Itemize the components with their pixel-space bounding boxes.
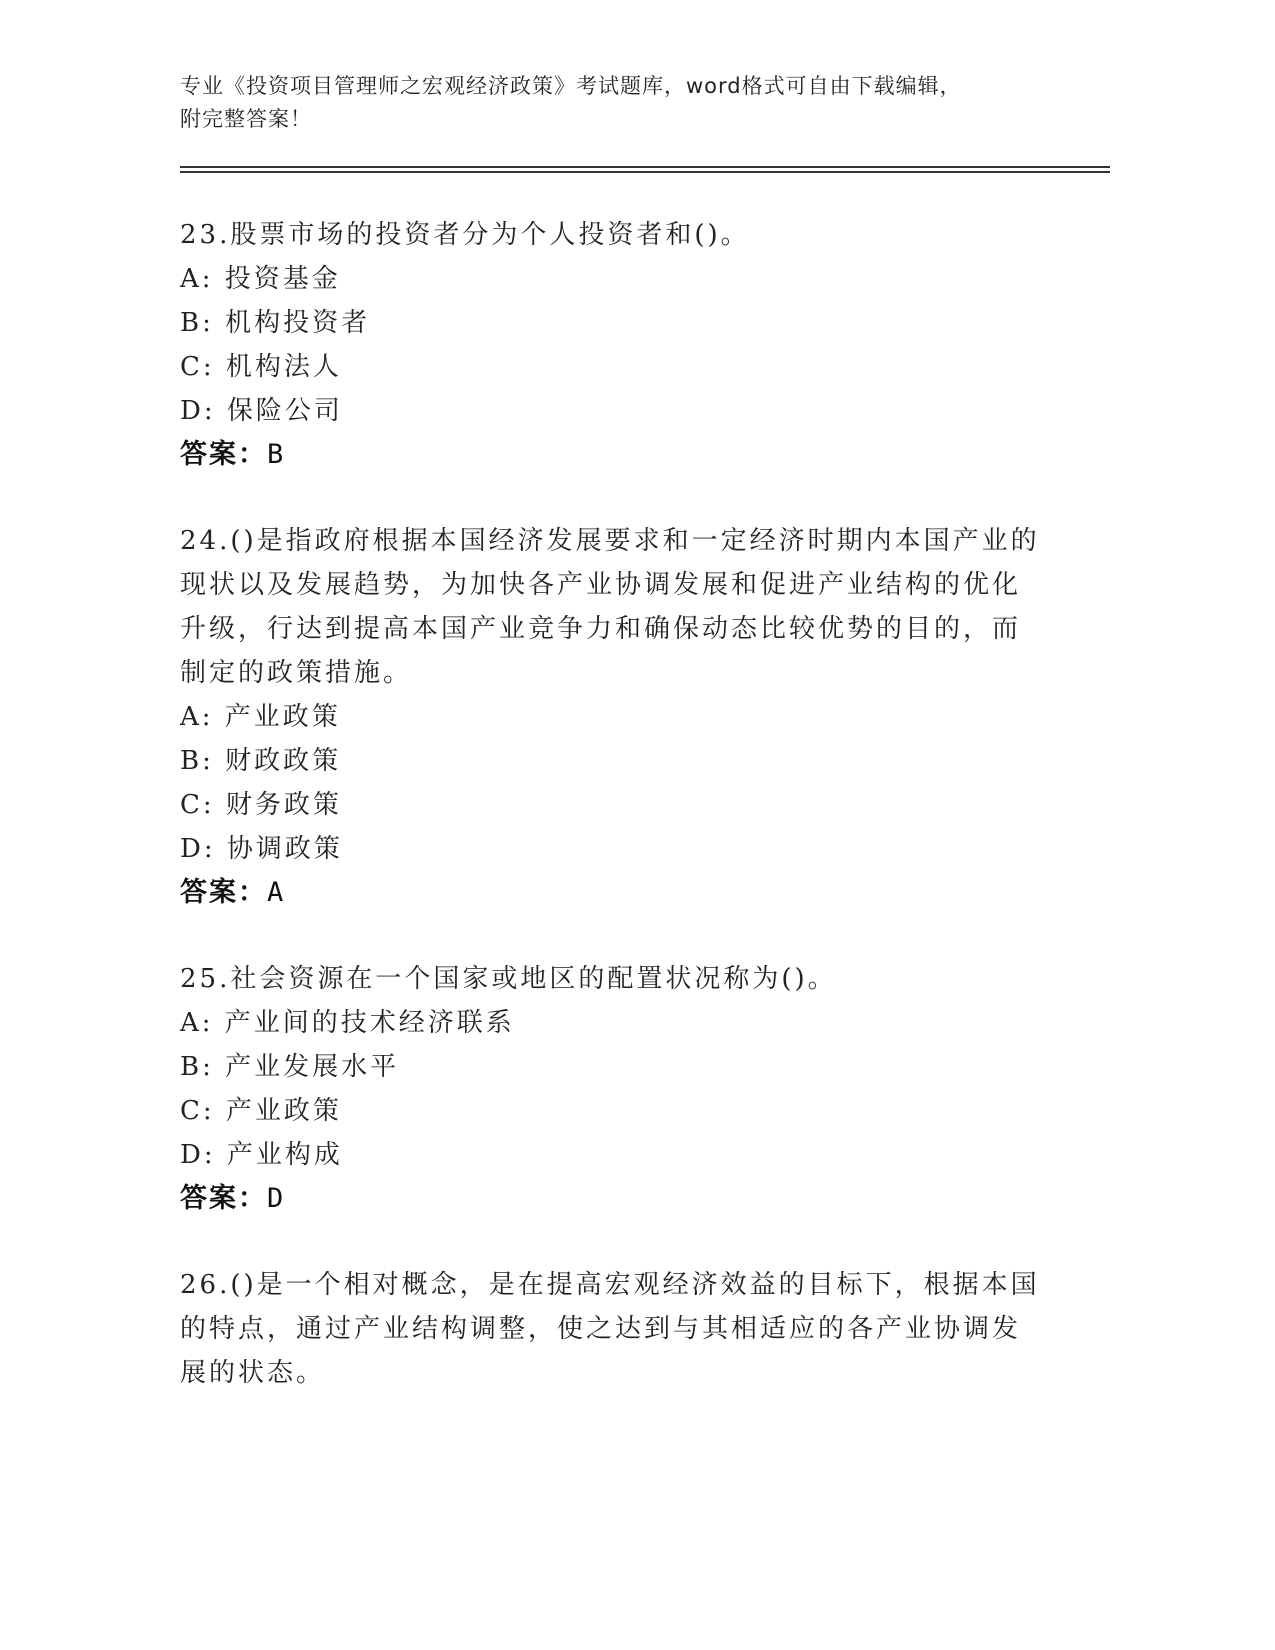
answer-line xyxy=(180,433,1110,477)
question-list xyxy=(180,213,1110,1395)
answer-value: B xyxy=(267,439,286,470)
option-b: B: 机构投资者 xyxy=(180,308,371,338)
answer-label: 答案： xyxy=(180,1183,267,1214)
option-a: A: 投资基金 xyxy=(180,264,341,294)
question-text: 23.股票市场的投资者分为个人投资者和()。 xyxy=(180,220,750,250)
option-a: A: 产业间的技术经济联系 xyxy=(180,1008,515,1038)
question-25 xyxy=(180,957,1110,1221)
answer-label: 答案： xyxy=(180,439,267,470)
question-text: 25.社会资源在一个国家或地区的配置状况称为()。 xyxy=(180,964,837,994)
option-c: C: 财务政策 xyxy=(180,790,342,820)
question-text: 26.()是一个相对概念，是在提高宏观经济效益的目标下，根据本国的特点，通过产业结构调整，使之达到与其相适应的各产业协调发展的状态。 xyxy=(180,1270,1040,1388)
answer-line xyxy=(180,1177,1110,1221)
option-c: C: 机构法人 xyxy=(180,352,342,382)
option-b: B: 产业发展水平 xyxy=(180,1052,400,1082)
question-23 xyxy=(180,213,1110,477)
answer-value: A xyxy=(267,877,286,908)
answer-line xyxy=(180,871,1110,915)
header-divider xyxy=(180,166,1110,173)
option-b: B: 财政政策 xyxy=(180,746,342,776)
header-line-2: 附完整答案！ xyxy=(180,107,312,131)
question-text: 24.()是指政府根据本国经济发展要求和一定经济时期内本国产业的现状以及发展趋势，为加快各产业协调发展和促进产业结构的优化升级，行达到提高本国产业竞争力和确保动态比较优势的目的，而制定的政策措施。 xyxy=(180,526,1040,688)
answer-value: D xyxy=(267,1183,286,1214)
document-page xyxy=(180,70,1110,1437)
document-header xyxy=(180,70,1110,136)
option-d: D: 保险公司 xyxy=(180,396,343,426)
header-line-1: 专业《投资项目管理师之宏观经济政策》考试题库，word格式可自由下载编辑， xyxy=(180,74,962,98)
option-d: D: 协调政策 xyxy=(180,834,343,864)
question-26 xyxy=(180,1263,1110,1395)
option-c: C: 产业政策 xyxy=(180,1096,342,1126)
question-24 xyxy=(180,519,1110,915)
option-d: D: 产业构成 xyxy=(180,1140,343,1170)
answer-label: 答案： xyxy=(180,877,267,908)
option-a: A: 产业政策 xyxy=(180,702,341,732)
